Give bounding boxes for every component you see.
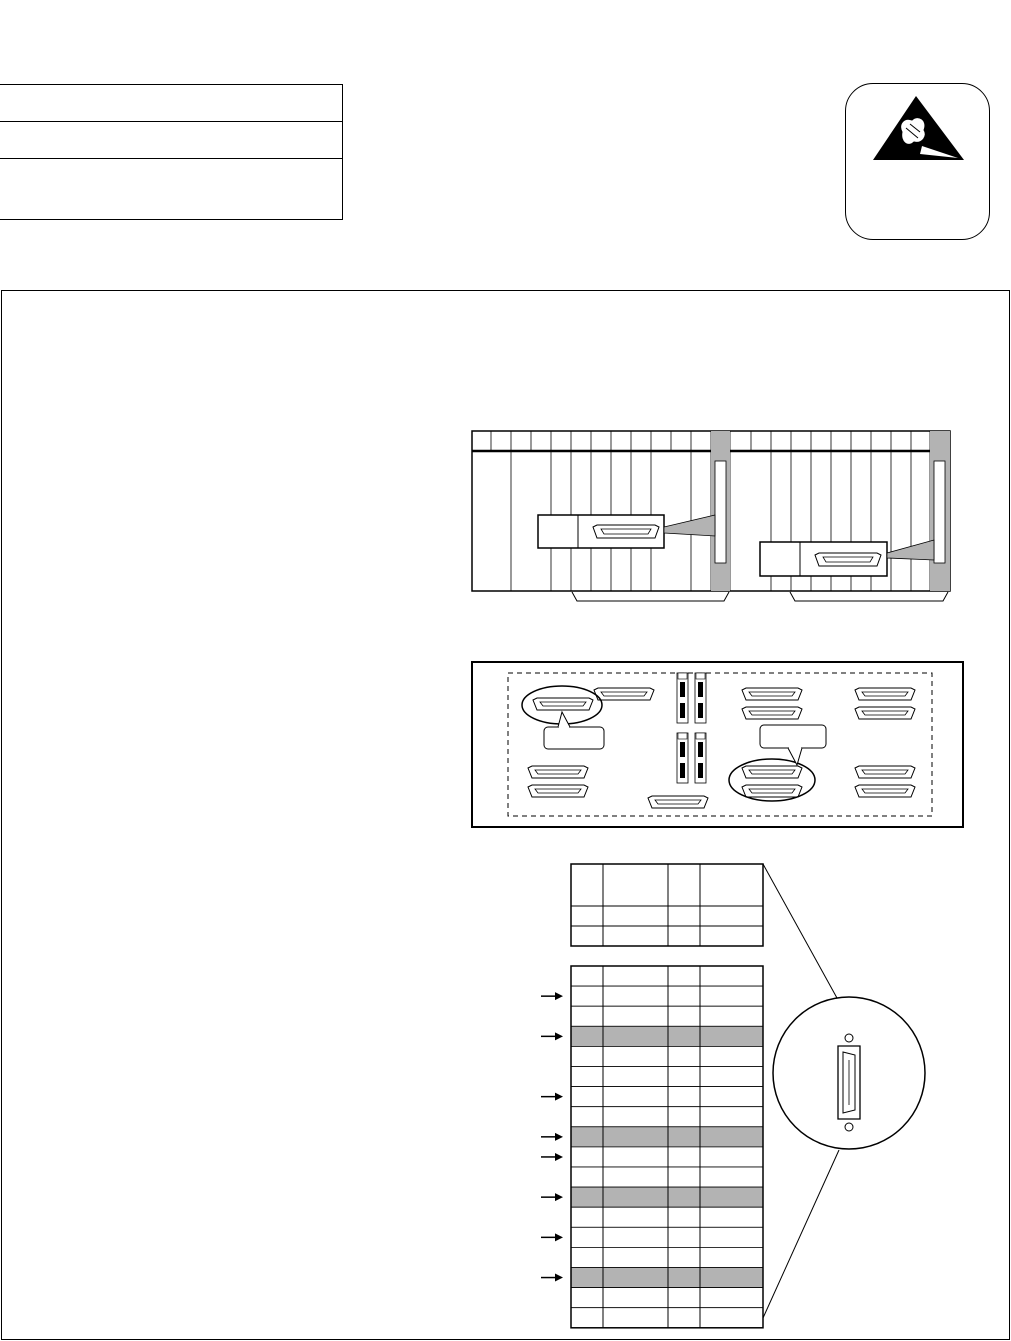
pin-table [571, 966, 763, 1328]
arrow-right-icon [541, 992, 563, 1000]
callout-label-left [544, 727, 604, 749]
connector-icon [528, 766, 588, 778]
connector-icon [855, 688, 915, 700]
zoom-line-top [763, 864, 837, 998]
connector-icon [855, 707, 915, 719]
bracket-right [790, 592, 948, 601]
pin-table-row [571, 1207, 763, 1227]
pin-table-row [571, 1288, 763, 1308]
shelf-diagram [472, 431, 950, 601]
dip-switch-icon [677, 673, 688, 723]
pin-table-row [571, 1187, 763, 1207]
connector-icon [593, 525, 659, 538]
connector-panel [472, 662, 963, 827]
callout-label-right [760, 725, 826, 748]
pin-table-row [571, 1087, 763, 1107]
arrow-right-icon [541, 1032, 563, 1040]
arrow-right-icon [541, 1193, 563, 1201]
pin-table-row [571, 1147, 763, 1167]
connector-icon [855, 785, 915, 797]
pin-table-row [571, 1006, 763, 1026]
connector-icon [855, 766, 915, 778]
arrow-right-icon [541, 1153, 563, 1161]
pin-table-row [571, 1046, 763, 1066]
arrow-right-icon [541, 1274, 563, 1282]
slot-card-right [934, 461, 945, 563]
connector-icon [528, 785, 588, 797]
pin-table-row [571, 1127, 763, 1147]
pin-table-row [571, 966, 763, 986]
connector-icon [648, 796, 708, 808]
pin-table-row [571, 1167, 763, 1187]
pin-table-row [571, 1067, 763, 1087]
connector-icon [742, 707, 802, 719]
pin-table-row [571, 1268, 763, 1288]
arrow-right-icon [541, 1233, 563, 1241]
pin-table-row [571, 1308, 763, 1328]
pin-table-row [571, 1247, 763, 1267]
pin-table-row [571, 986, 763, 1006]
arrow-right-icon [541, 1093, 563, 1101]
bracket-left [572, 592, 729, 601]
pin-arrows [541, 992, 563, 1281]
arrow-right-icon [541, 1133, 563, 1141]
pin-table-header [571, 864, 763, 946]
connector-detail [763, 864, 925, 1318]
connector-icon [742, 688, 802, 700]
dip-switch-icon [695, 733, 706, 783]
pin-table-row [571, 1107, 763, 1127]
connector-icon [742, 766, 802, 778]
pin-table-row [571, 1227, 763, 1247]
pin-table-row [571, 1026, 763, 1046]
connector-icon [594, 688, 654, 700]
dip-switch-icon [677, 733, 688, 783]
slot-card-left [715, 461, 726, 563]
zoom-line-bottom [763, 1150, 839, 1318]
connector-icon [742, 785, 802, 797]
connector-icon [815, 553, 881, 566]
dip-switch-icon [695, 673, 706, 723]
amphenol-connector-icon [838, 1034, 860, 1131]
connector-icon [533, 698, 593, 710]
